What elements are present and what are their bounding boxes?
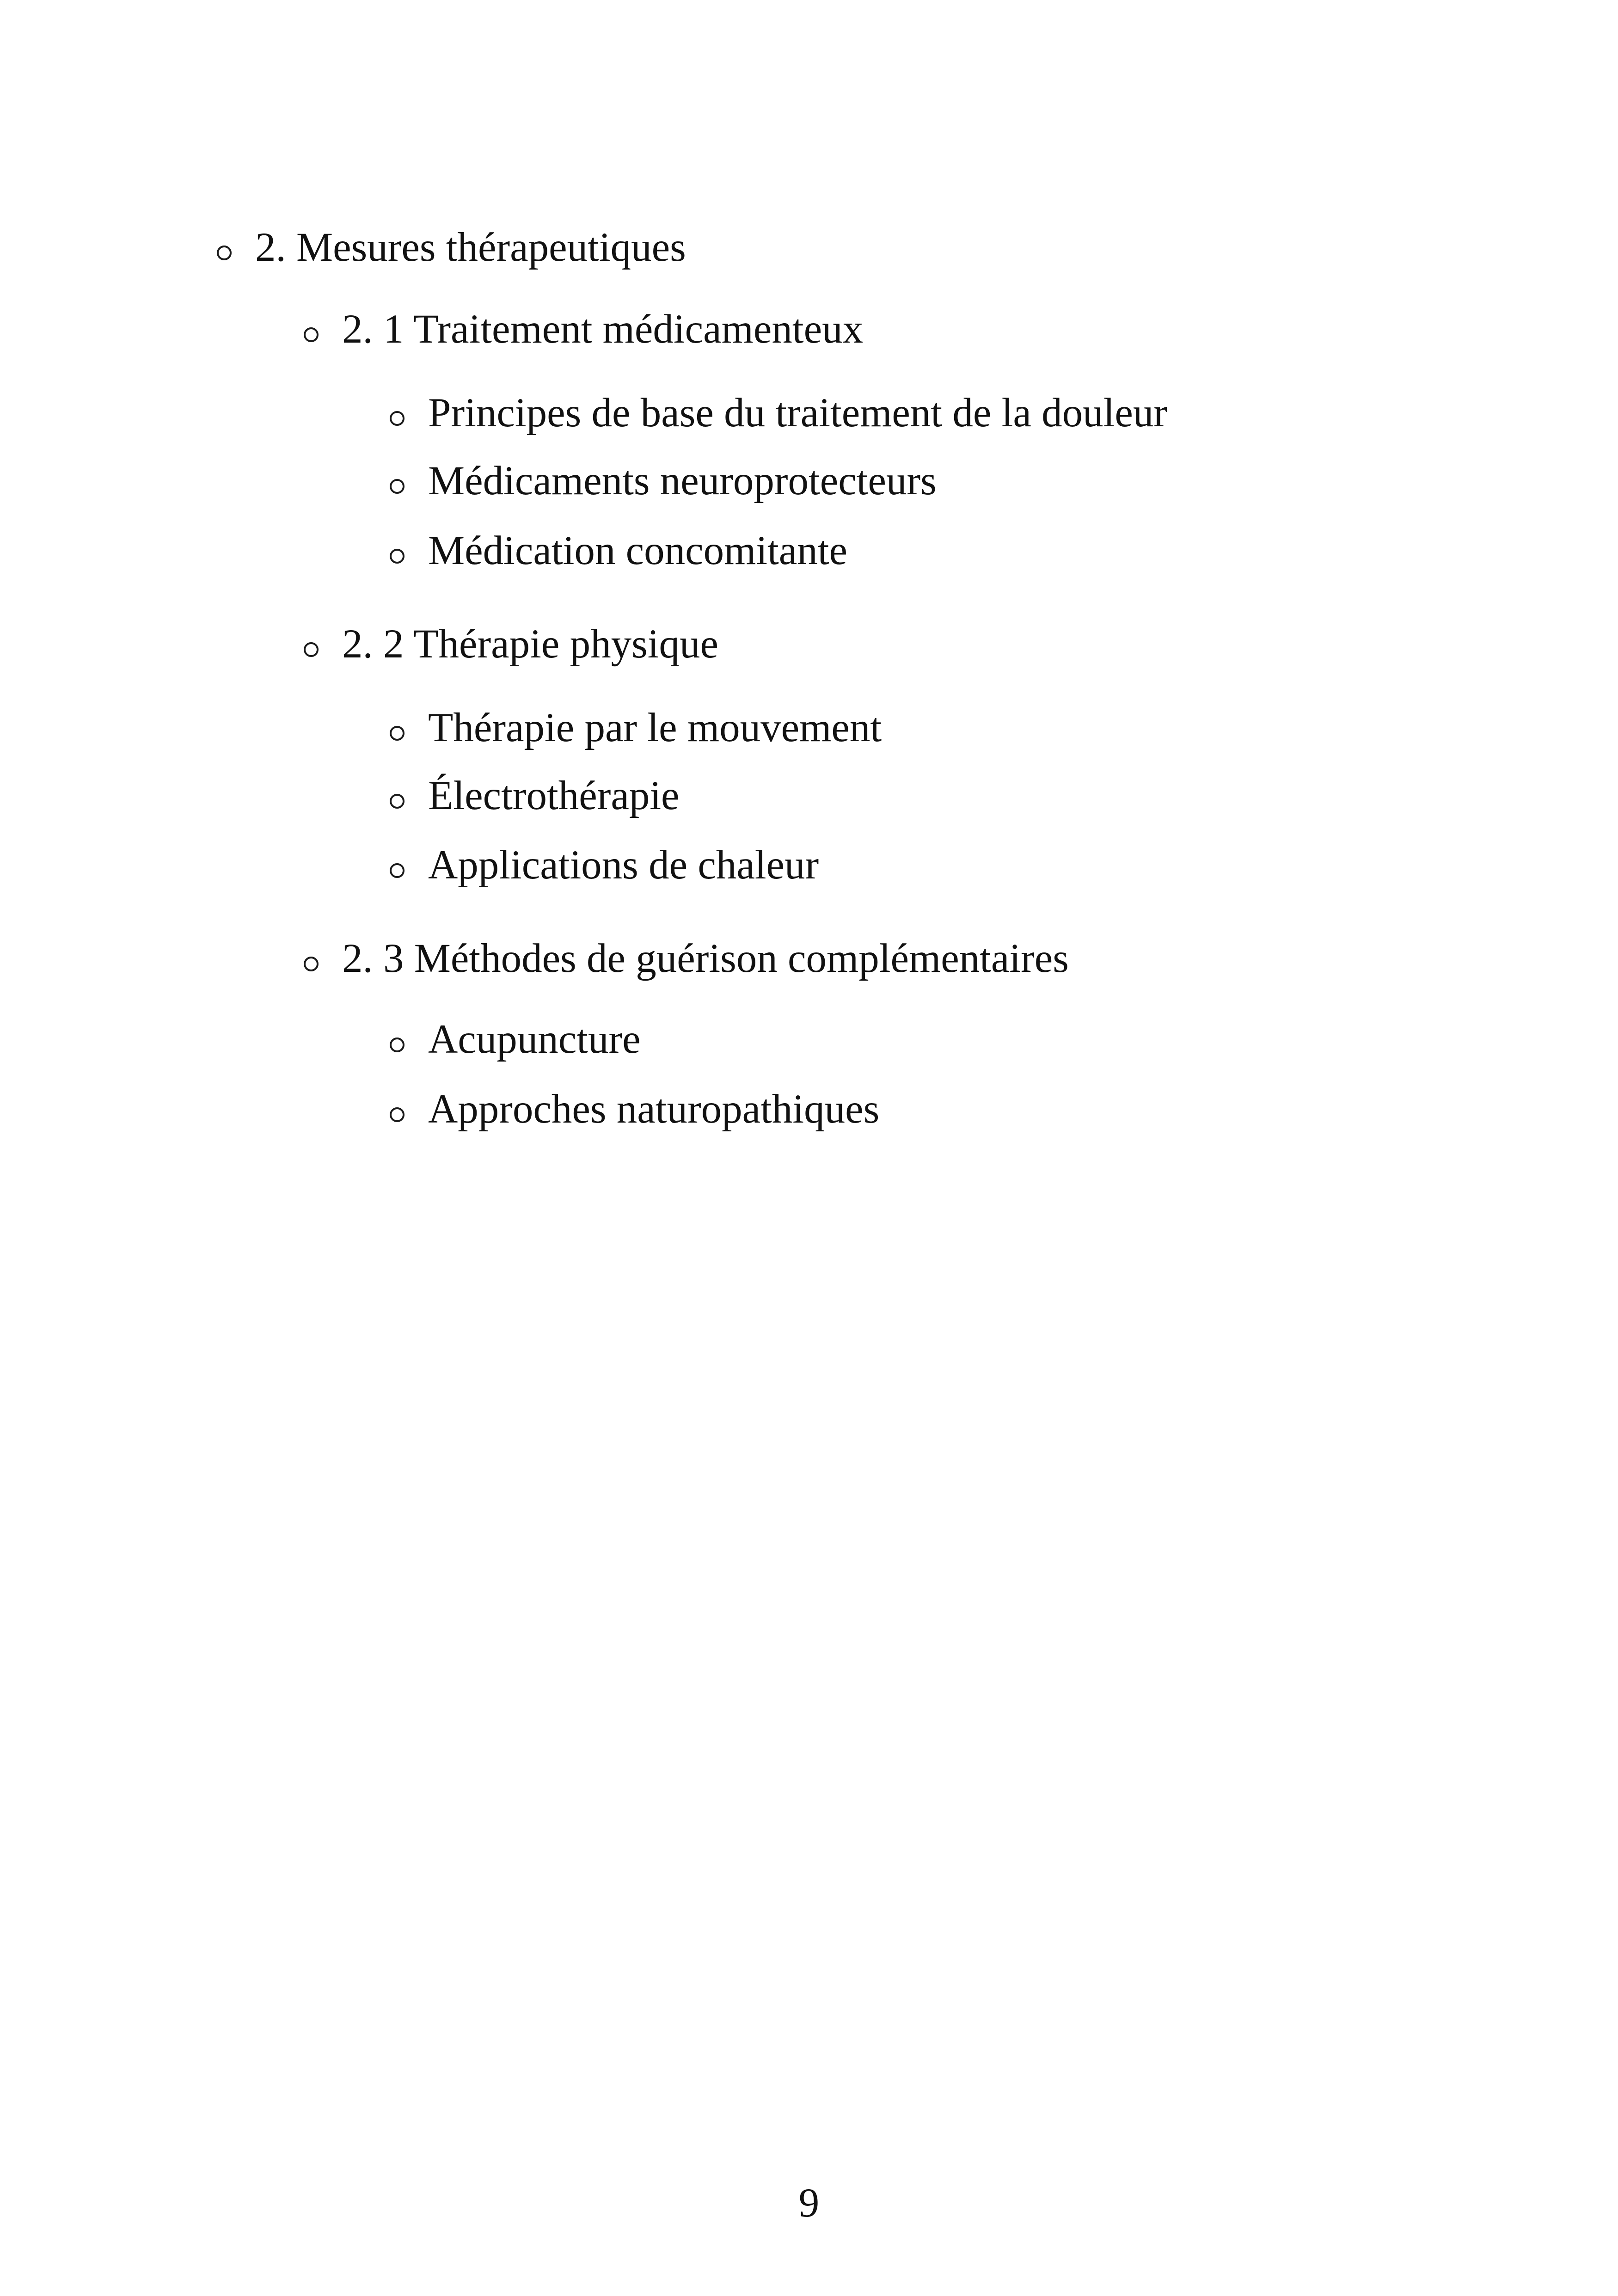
subsection-title: 2. 3 Méthodes de guérison complémentaires xyxy=(342,936,1069,981)
list-item-label: Acupuncture xyxy=(428,1017,641,1062)
hollow-circle-bullet-icon xyxy=(390,1037,404,1052)
hollow-circle-bullet-icon xyxy=(304,957,319,971)
hollow-circle-bullet-icon xyxy=(390,1107,404,1122)
hollow-circle-bullet-icon xyxy=(390,549,404,564)
hollow-circle-bullet-icon xyxy=(304,642,319,657)
section-title: 2. Mesures thérapeutiques xyxy=(255,225,686,270)
list-item-label: Médication concomitante xyxy=(428,528,847,573)
hollow-circle-bullet-icon xyxy=(304,327,319,342)
hollow-circle-bullet-icon xyxy=(390,863,404,878)
hollow-circle-bullet-icon xyxy=(390,794,404,809)
list-item-label: Applications de chaleur xyxy=(428,842,819,888)
page-number: 9 xyxy=(798,2180,820,2226)
list-item-label: Électrothérapie xyxy=(428,773,680,818)
hollow-circle-bullet-icon xyxy=(390,411,404,426)
list-item-label: Principes de base du traitement de la douleur xyxy=(428,390,1168,436)
list-item-label: Médicaments neuroprotecteurs xyxy=(428,458,937,503)
subsection-title: 2. 1 Traitement médicamenteux xyxy=(342,307,864,352)
hollow-circle-bullet-icon xyxy=(390,726,404,741)
hollow-circle-bullet-icon xyxy=(217,246,232,260)
list-item-label: Thérapie par le mouvement xyxy=(428,705,882,750)
list-item-label: Approches naturopathiques xyxy=(428,1087,880,1132)
subsection-title: 2. 2 Thérapie physique xyxy=(342,621,718,667)
hollow-circle-bullet-icon xyxy=(390,479,404,494)
